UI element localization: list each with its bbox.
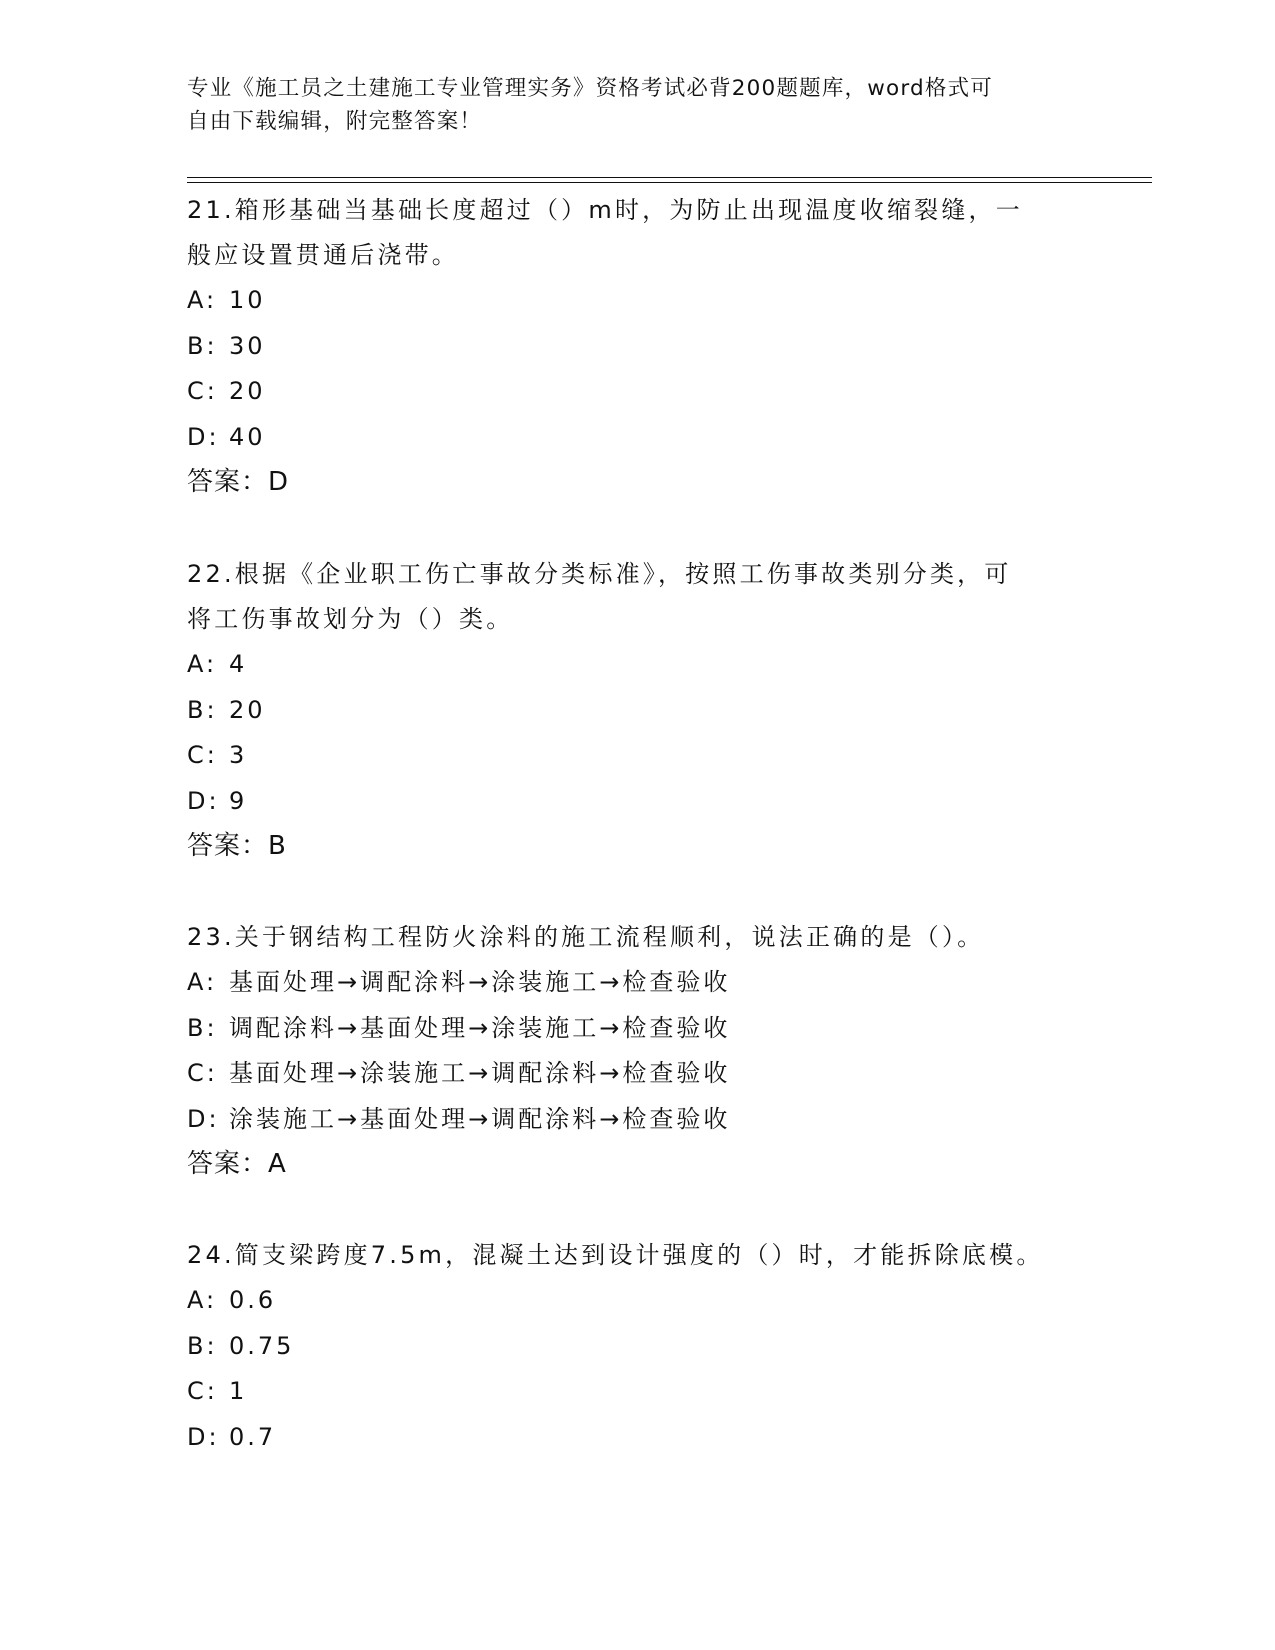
option-text: 基面处理→涂装施工→调配涂料→检查验收 [229,1059,731,1087]
option-a [187,278,1087,324]
option-letter: D: [187,786,220,815]
option-text: 20 [229,377,266,405]
question-stem-line: 23.关于钢结构工程防火涂料的施工流程顺利，说法正确的是（）。 [187,923,985,951]
option-text: 30 [229,331,266,360]
question-stem-line: 21.箱形基础当基础长度超过（）m时，为防止出现温度收缩裂缝，一 [187,196,1023,224]
option-text: 涂装施工→基面处理→调配涂料→检查验收 [229,1104,731,1133]
option-text: 20 [229,695,266,724]
option-b [187,324,1087,370]
question-21 [187,188,1087,504]
option-text: 调配涂料→基面处理→涂装施工→检查验收 [229,1013,731,1042]
option-text: 9 [229,786,248,815]
option-text: 1 [229,1377,248,1405]
option-d [187,1415,1087,1461]
option-letter: D: [187,1104,220,1133]
answer-line: 答案：D [187,467,290,497]
option-letter: A: [187,968,218,996]
option-letter: B: [187,1013,218,1042]
option-b [187,1006,1087,1052]
question-23 [187,915,1087,1186]
option-a [187,1278,1087,1324]
option-letter: C: [187,1377,218,1405]
option-letter: B: [187,1331,218,1360]
answer-line: 答案：B [187,831,287,861]
option-text: 0.6 [229,1286,277,1314]
option-c [187,369,1087,415]
option-b [187,688,1087,734]
document-header [187,72,1067,138]
header-divider-top [187,177,1152,178]
option-letter: A: [187,650,218,678]
header-line-1: 专业《施工员之土建施工专业管理实务》资格考试必背200题题库，word格式可 [187,76,993,101]
option-a [187,642,1087,688]
option-a [187,960,1087,1006]
option-text: 10 [229,286,266,314]
option-d [187,1097,1087,1143]
option-letter: C: [187,741,218,769]
option-text: 4 [229,650,248,678]
header-line-2: 自由下载编辑，附完整答案！ [187,109,483,134]
option-text: 3 [229,741,248,769]
option-text: 基面处理→调配涂料→涂装施工→检查验收 [229,968,731,996]
option-text: 0.7 [229,1422,277,1451]
option-c [187,1369,1087,1415]
option-c [187,733,1087,779]
option-d [187,779,1087,825]
option-letter: D: [187,1422,220,1451]
question-stem-line: 24.简支梁跨度7.5m，混凝土达到设计强度的（）时，才能拆除底模。 [187,1241,1044,1269]
question-stem-line: 般应设置贯通后浇带。 [187,241,459,269]
option-d [187,415,1087,461]
option-letter: A: [187,286,218,314]
question-stem-line: 22.根据《企业职工伤亡事故分类标准》，按照工伤事故类别分类，可 [187,560,1012,588]
header-divider-bottom [187,182,1152,183]
option-b [187,1324,1087,1370]
option-c [187,1051,1087,1097]
option-letter: B: [187,695,218,724]
answer-line: 答案：A [187,1149,287,1179]
option-letter: C: [187,1059,218,1087]
option-text: 40 [229,422,266,451]
option-letter: C: [187,377,218,405]
option-text: 0.75 [229,1331,295,1360]
option-letter: A: [187,1286,218,1314]
question-24 [187,1233,1087,1460]
question-stem-line: 将工伤事故划分为（）类。 [187,605,514,633]
question-22 [187,552,1087,868]
option-letter: D: [187,422,220,451]
option-letter: B: [187,331,218,360]
